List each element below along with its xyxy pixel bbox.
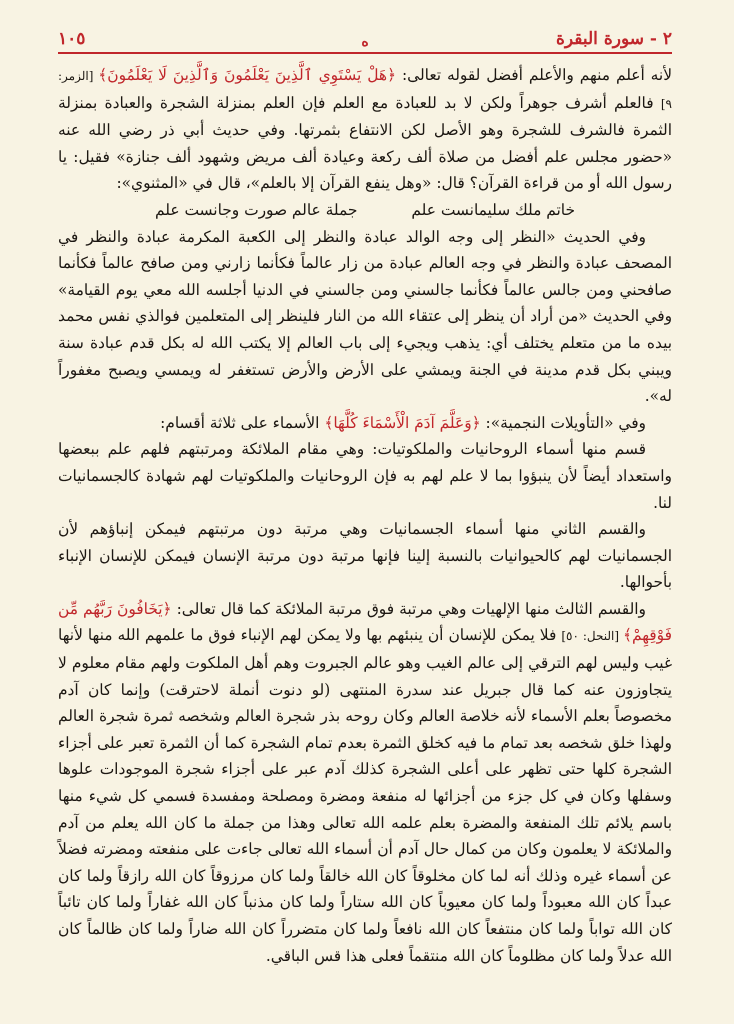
paragraph xyxy=(58,62,672,197)
surah-title: ٢ - سورة البقرة xyxy=(555,29,672,49)
quran-verse: ﴿هَلْ يَسْتَوِي ٱلَّذِينَ يَعْلَمُونَ وَٱلَّذِينَ لَا يَعْلَمُونَ﴾ xyxy=(98,66,397,84)
paragraph xyxy=(58,516,672,596)
quran-verse: ﴿يَخَافُونَ رَبَّهُم مِّن فَوْقِهِمْ﴾ xyxy=(58,599,672,645)
poetry-verse xyxy=(58,197,672,224)
text-segment: الأسماء على ثلاثة أقسام: xyxy=(160,413,325,432)
verse-citation: [الزمر: ٩] xyxy=(58,69,672,111)
text-segment: والقسم الثاني منها أسماء الجسمانيات وهي مرتبة دون مرتبتهم فيمكن إنباؤهم لأن الجسمانيات لهم كالحيوانيات بالنسبة إلينا فإنها مرتبة دون مرتبة الإنسان فيمكن للإنسان الإنباء بأحوالها. xyxy=(58,520,672,592)
paragraph-group-1 xyxy=(58,62,672,197)
text-segment: فلا يمكن للإنسان أن ينبئهم بها ولا يمكن لهم الإنباء فوق ما علمهم الله منها لأنها غيب وليس لهم الترقي إلى عالم الغيب وهو عالم الجبروت وهم أهل الملكوت ولهم مقام معلوم لا يتجاوزون عنه كما قال جبريل عند سدرة المنتهى (لو دنوت أنملة لاحترقت) وإنما كان آدم مخصوصاً بعلم الأسماء لأنه خلاصة العالم وكان روحه بذر شجرة العالم وشخصه ثمرة شجرة العالم ولهذا خلق شخصه بعد تمام ما فيه كخلق الثمرة بعدم تمام الشجرة كما أن الثمرة تعبر على أجزاء الشجرة كلها حتى تظهر على أعلى الشجرة كذلك آدم عبر على أجزاء شجرة الموجودات علوها وسفلها وكان في كل جزء من أجزائها له منفعة ومضرة ومصلحة ومفسدة فسمي كل شيء منها باسم يلائم تلك المنفعة والمضرة بعلم علمه الله تعالى وهذا من جملة ما كان الله يعلم من آدم والملائكة لا يعلمون وكان من كمال حال آدم أن أسماء الله تعالى جاءت على منفعته ومضرته فضلاً عن أسماء غيره وذلك أنه لما كان مخلوقاً كان الله خالقاً ولما كان مرزوقاً كان الله رازقاً ولما كان عبداً كان الله معبوداً ولما كان معيوباً كان الله ستاراً ولما كان مذنباً كان الله غفاراً ولما كان تائباً كان الله تواباً ولما كان منتفعاً كان الله نافعاً ولما كان متضرراً كان الله ضاراً ولما كان ظالماً كان الله عدلاً ولما كان مظلوماً كان الله منتقماً فعلى هذا قس الباقي. xyxy=(58,626,672,965)
text-segment: قسم منها أسماء الروحانيات والملكوتيات: وهي مقام الملائكة ومرتبتهم فلهم علم ببعضها واستعداد أيضاً لأن ينبؤوا بما لا علم لهم به فإن الروحانيات والملكوتيات لهم شهادة كالجسمانيات لنا. xyxy=(58,440,672,512)
text-segment: لأنه أعلم منهم والأعلم أفضل لقوله تعالى: xyxy=(396,66,672,84)
paragraph xyxy=(58,224,672,410)
text-segment: وفي الحديث «النظر إلى وجه الوالد عبادة والنظر إلى الكعبة المكرمة عبادة والنظر في المصحف عبادة والنظر في وجه العالم عبادة من زار عالماً فكأنما زارني ومن صافح عالماً فكأنما صافحني ومن جالس عالماً فكأنما جالسني ومن جالسني في الدنيا أجلسه الله معي يوم القيامة» وفي الحديث «من أراد أن ينظر إلى عتقاء الله من النار فلينظر إلى المتعلمين فوالذي نفس محمد بيده ما من متعلم يختلف أي: يذهب ويجيء إلى باب العالم إلا يكتب الله له بكل قدم عبادة سنة ويبني بكل قدم مدينة في الجنة ويمشي على الأرض والأرض تستغفر له ويمسي ويصبح مغفوراً له». xyxy=(58,227,672,406)
paragraph xyxy=(58,596,672,969)
page-number: ١٠٥ xyxy=(58,29,86,49)
paragraph-group-2 xyxy=(58,224,672,970)
text-segment: وفي «التأويلات النجمية»: xyxy=(480,413,646,432)
text-segment: والقسم الثالث منها الإلهيات وهي مرتبة فوق مرتبة الملائكة كما قال تعالى: xyxy=(171,599,646,618)
running-header xyxy=(58,28,672,54)
paragraph xyxy=(58,410,672,437)
verse-hemistich-2: جملة عالم صورت وجانست علم xyxy=(155,200,358,219)
verse-citation: [النحل: ٥٠] xyxy=(561,629,623,644)
header-mark: ه xyxy=(361,34,369,50)
quran-verse: ﴿وَعَلَّمَ آدَمَ الْأَسْمَاءَ كُلَّهَا﴾ xyxy=(324,413,481,432)
paragraph xyxy=(58,436,672,516)
verse-hemistich-1: خاتم ملك سليمانست علم xyxy=(411,200,575,219)
text-segment: فالعلم أشرف جوهراً ولكن لا بد للعبادة مع العلم فإن العلم بمنزلة الشجرة والعبادة بمنزلة الثمرة فالشرف للشجرة وهو الأصل لكن الانتفاع بثمرتها. وفي حديث أبي ذر رضي الله عنه «حضور مجلس علم أفضل من صلاة ألف ركعة وعيادة ألف مريض وشهود ألف جنازة» فقيل: يا رسول الله أو من قراءة القرآن؟ قال: «وهل ينفع القرآن إلا بالعلم»، قال في «المثنوي»: xyxy=(58,93,672,193)
page-body xyxy=(58,62,672,969)
